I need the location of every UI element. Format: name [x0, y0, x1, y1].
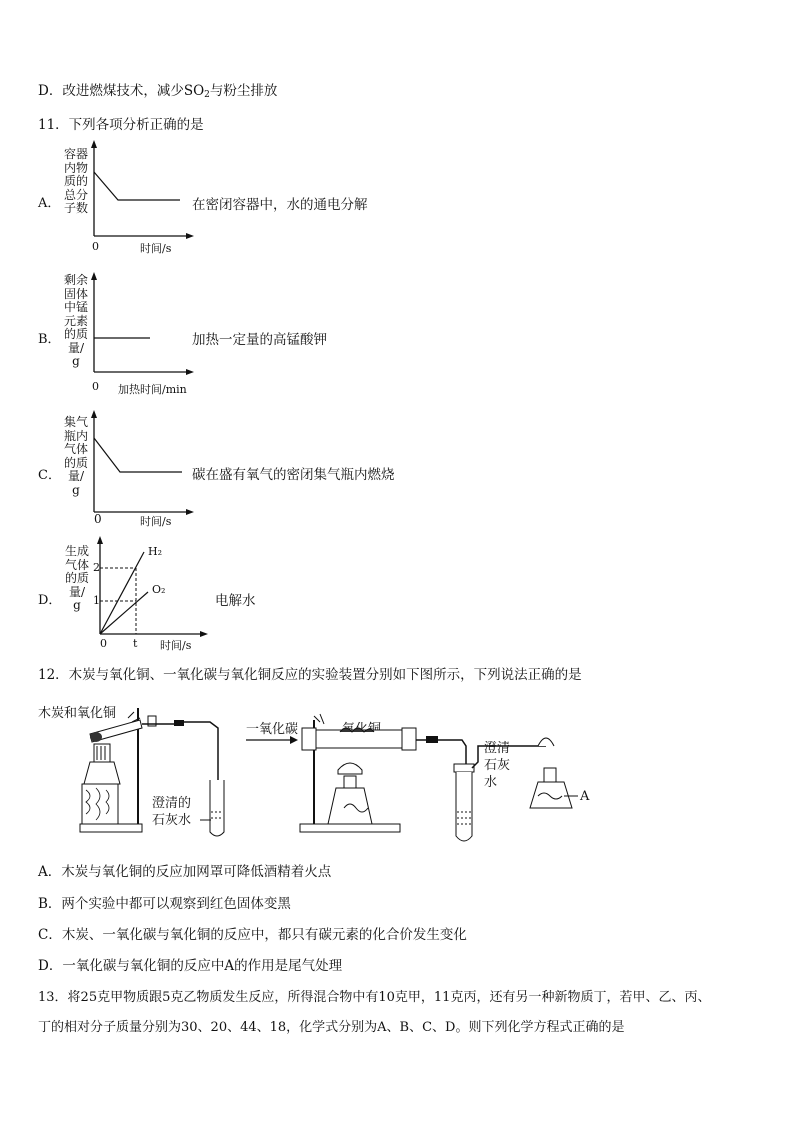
q11-b-x-axis-label: 加热时间/min [118, 383, 187, 396]
q11-d-y-axis-label: 生成 气体 的质 量/ g [64, 544, 89, 612]
delivery-tube [142, 722, 218, 794]
q12-fig2-a-label: A [580, 789, 590, 804]
copper-oxide [340, 728, 374, 732]
y-axis-arrow [91, 140, 97, 148]
q11-d-tick-2: 2 [93, 561, 100, 574]
rubber-connector [426, 736, 438, 743]
q12-fig2-co-label: 一氧化碳 [246, 722, 299, 737]
q11-a-origin: 0 [92, 240, 99, 253]
q13-stem-line1: 13．将25克甲物质跟5克乙物质发生反应，所得混合物中有10克甲，11克丙，还有另一种新物质丁，若甲、乙、丙、 [38, 990, 711, 1005]
q11-d-o2-label: O₂ [152, 583, 166, 596]
stand-base [300, 824, 400, 832]
q12-option-d: D．一氧化碳与氧化铜的反应中A的作用是尾气处理 [38, 958, 343, 974]
x-axis-arrow [186, 509, 194, 515]
q11-option-b-letter: B． [38, 332, 61, 347]
q11-a-description: 在密闭容器中，水的通电分解 [192, 197, 368, 213]
clamp [314, 714, 324, 724]
q11-c-graph [88, 410, 198, 520]
q12-stem: 12．木炭与氧化铜、一氧化碳与氧化铜反应的实验装置分别如下图所示，下列说法正确的是 [38, 667, 582, 683]
wood-block [82, 784, 118, 824]
q11-option-d-letter: D． [38, 593, 62, 608]
q11-option-c-letter: C． [38, 468, 61, 483]
q11-d-tick-1: 1 [93, 594, 100, 607]
q10-option-d-text: D．改进燃煤技术，减少SO [38, 83, 205, 99]
q11-c-description: 碳在盛有氧气的密闭集气瓶内燃烧 [192, 467, 395, 483]
q10-option-d-subscript: 2 [204, 90, 210, 100]
tail-flame [538, 738, 554, 746]
alcohol-lamp [84, 762, 120, 784]
q11-b-description: 加热一定量的高锰酸钾 [192, 332, 327, 348]
lamp-neck [344, 776, 356, 788]
stopper-left [302, 728, 316, 750]
wire-mesh-cover [94, 744, 110, 762]
limewater-tube [210, 780, 224, 836]
q11-stem: 11．下列各项分析正确的是 [38, 117, 204, 133]
q12-fig1-limewater-label [152, 795, 191, 829]
q10-option-d [38, 82, 277, 104]
q11-b-graph [88, 272, 198, 388]
q12-option-b: B．两个实验中都可以观察到红色固体变黑 [38, 896, 291, 912]
q13-stem-line2: 丁的相对分子质量分别为30、20、44、18，化学式分别为A、B、C、D。则下列化学方程式正确的是 [38, 1020, 625, 1035]
limewater-tube [456, 772, 472, 841]
test-tube-stopper [454, 764, 474, 772]
q12-fig2-limewater-label [484, 740, 510, 791]
fig2-water-line3: 水 [484, 775, 498, 790]
glass-tube [302, 730, 414, 748]
q12-option-c: C．木炭、一氧化碳与氧化铜的反应中，都只有碳元素的化合价发生变化 [38, 927, 467, 943]
alcohol-lamp [328, 788, 372, 824]
q11-option-a-letter: A． [38, 196, 61, 211]
q12-option-a: A．木炭与氧化铜的反应加网罩可降低酒精着火点 [38, 864, 332, 880]
tail-lamp-neck [544, 768, 556, 782]
q12-fig1-title: 木炭和氧化铜 [38, 706, 117, 721]
y-axis-arrow [91, 410, 97, 418]
fig2-water-line1: 澄清 [484, 741, 511, 756]
x-axis-arrow [186, 369, 194, 375]
q11-a-x-axis-label: 时间/s [140, 242, 172, 255]
stand-base [80, 824, 142, 832]
q11-d-x-axis-label: 时间/s [160, 639, 192, 652]
y-axis-arrow [97, 536, 103, 544]
o2-line [100, 592, 148, 634]
flame [338, 763, 362, 774]
fig2-water-line2: 石灰 [484, 758, 511, 773]
q11-a-y-axis-label: 容器 内物 质的 总分 子数 [63, 147, 88, 215]
x-axis-arrow [200, 631, 208, 637]
rubber-connector [174, 720, 184, 726]
q11-c-origin: 0 [94, 512, 102, 526]
stopper-right [402, 728, 416, 750]
q11-d-tick-t: t [133, 637, 138, 650]
h2-line [100, 552, 144, 634]
reactant-powder [90, 732, 102, 742]
q11-c-y-axis-label: 集气 瓶内 气体 的质 量/ g [63, 415, 88, 497]
q11-d-h2-label: H₂ [148, 545, 163, 558]
x-axis-arrow [186, 233, 194, 239]
q11-d-origin: 0 [100, 637, 107, 650]
q11-b-y-axis-label: 剩余 固体 中锰 元素 的质 量/ g [63, 273, 88, 368]
q11-c-x-axis-label: 时间/s [140, 515, 172, 528]
q12-fig2-apparatus [240, 700, 600, 846]
q10-option-d-tail: 与粉尘排放 [209, 83, 278, 99]
data-line [94, 172, 180, 200]
data-line [94, 438, 182, 472]
y-axis-arrow [91, 272, 97, 280]
q11-b-origin: 0 [92, 380, 99, 393]
q11-d-description: 电解水 [215, 593, 256, 609]
fig1-water-line2: 石灰水 [152, 813, 192, 828]
fig1-water-line1: 澄清的 [152, 796, 192, 811]
tail-alcohol-lamp [530, 782, 572, 808]
